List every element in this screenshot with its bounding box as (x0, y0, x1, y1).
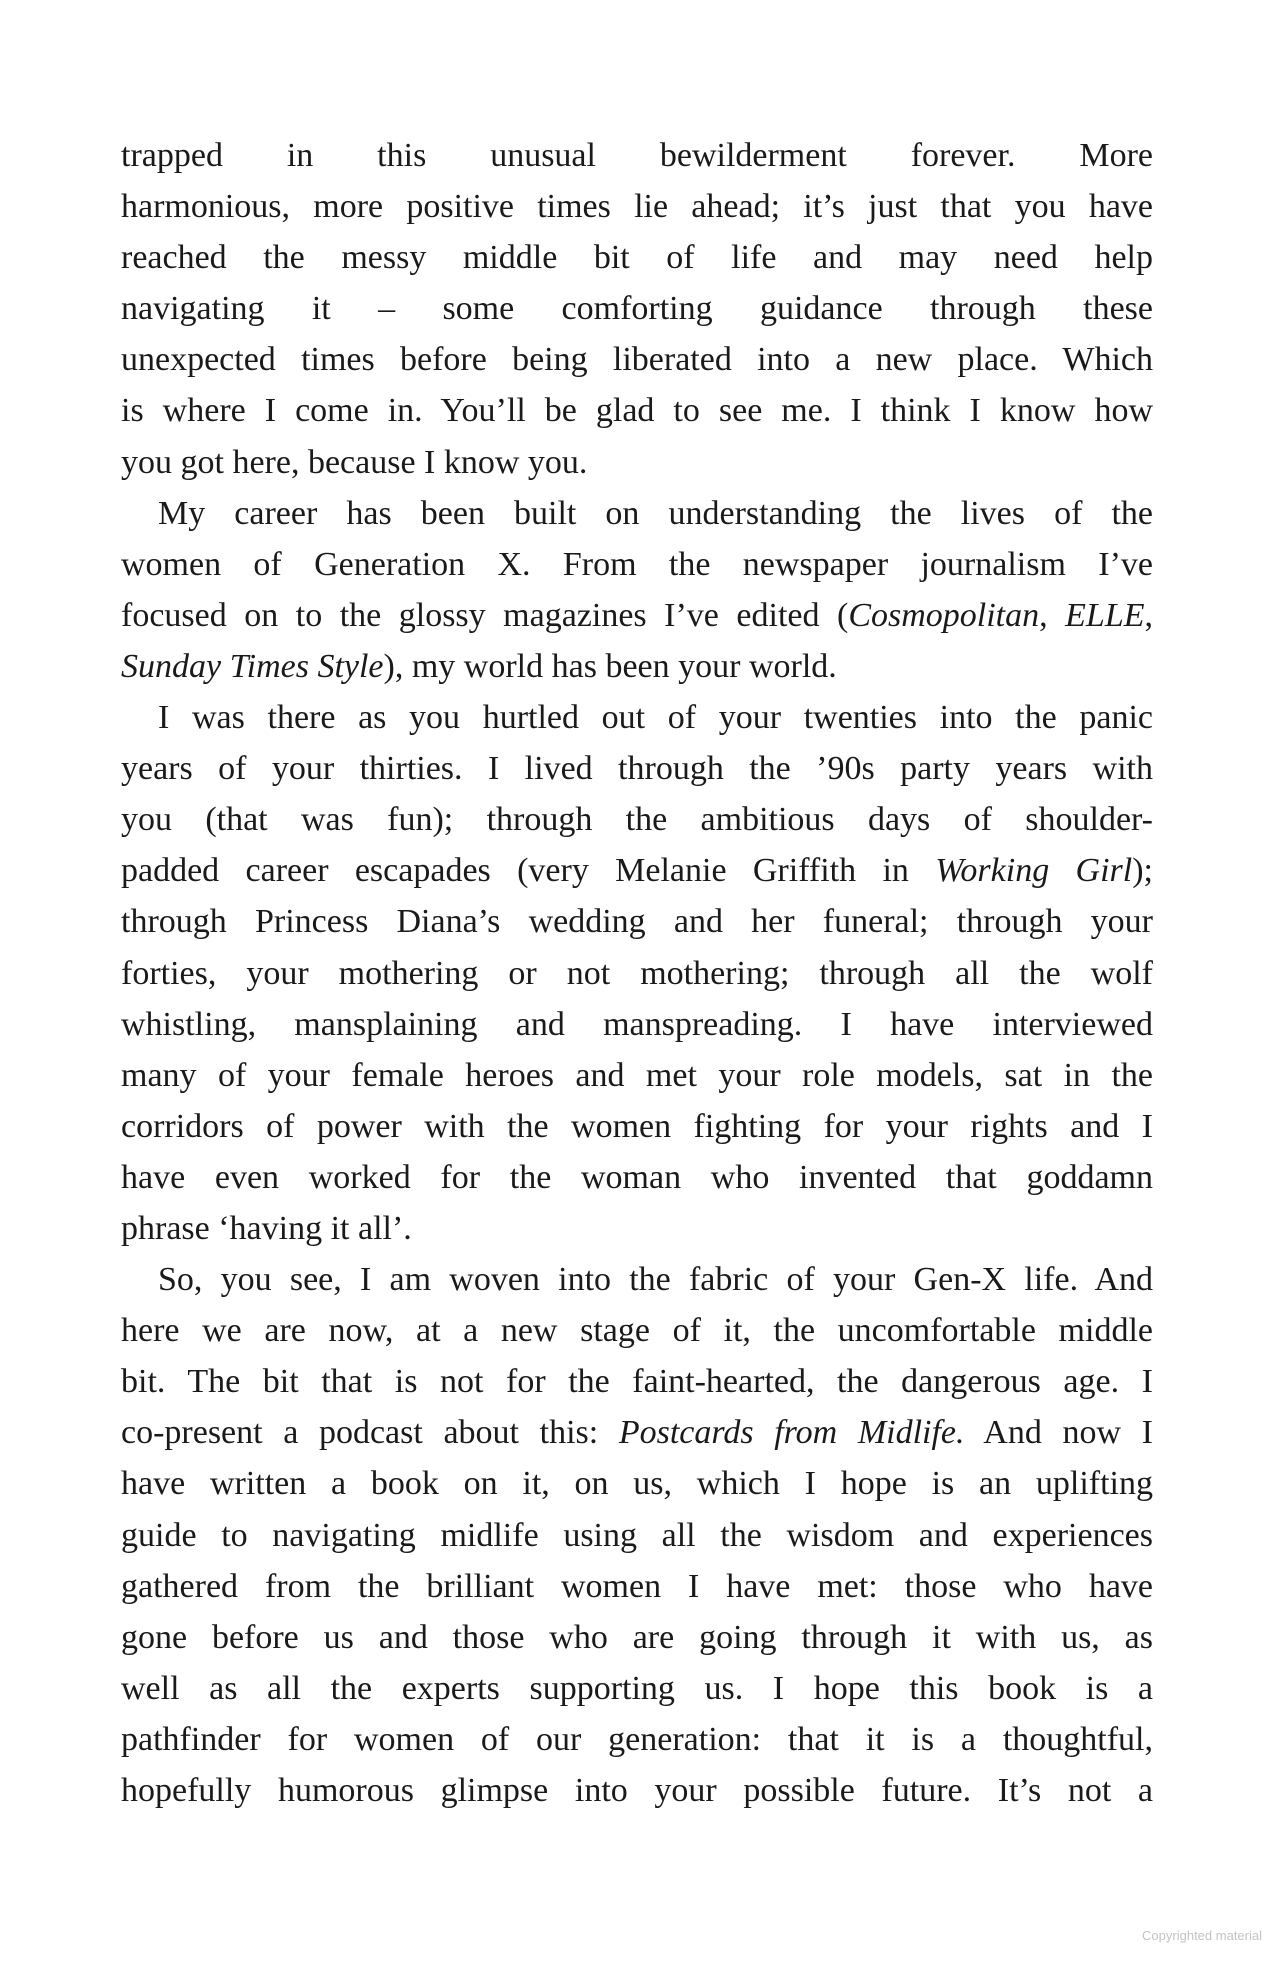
text-line (121, 1050, 1153, 1101)
text-segment: co-present a podcast about this: (121, 1414, 619, 1452)
text-segment: women of Generation X. From the newspaper journalism I’ve (121, 545, 1153, 583)
text-segment: many of your female heroes and met your role models, sat in the (121, 1056, 1153, 1094)
italic-title-text: Sunday Times Style (121, 647, 384, 685)
italic-title-text: Working Girl (935, 852, 1133, 890)
text-line (121, 794, 1153, 845)
text-line (121, 896, 1153, 947)
text-segment: years of your thirties. I lived through the ’90s party years with (121, 750, 1153, 788)
text-segment: reached the messy middle bit of life and may need help (121, 239, 1153, 277)
italic-title-text: ELLE (1065, 596, 1145, 634)
text-segment: navigating it – some comforting guidance through these (121, 290, 1153, 328)
text-segment: focused on to the glossy magazines I’ve edited ( (121, 596, 849, 634)
text-line (121, 385, 1153, 436)
text-segment: hopefully humorous glimpse into your possible future. It’s not a (121, 1772, 1153, 1809)
text-line (121, 1612, 1153, 1663)
text-segment: whistling, mansplaining and manspreading. I have interviewed (121, 1005, 1153, 1043)
italic-title-text: Cosmopolitan (848, 596, 1040, 634)
text-segment: here we are now, at a new stage of it, the uncomfortable middle (121, 1312, 1153, 1350)
text-line (121, 334, 1153, 385)
text-line (121, 1458, 1153, 1509)
text-line (121, 1561, 1153, 1612)
text-line (121, 283, 1153, 334)
text-segment: My career has been built on understanding the lives of the (158, 494, 1153, 532)
text-line (121, 488, 1153, 539)
text-line (121, 641, 1153, 692)
text-segment: So, you see, I am woven into the fabric of your Gen-X life. And (158, 1261, 1153, 1299)
text-line (121, 1510, 1153, 1561)
text-line (121, 437, 1153, 488)
text-segment: phrase ‘having it all’. (121, 1209, 412, 1247)
text-segment: is where I come in. You’ll be glad to see me. I think I know how (121, 392, 1153, 430)
text-line (121, 692, 1153, 743)
text-segment: you (that was fun); through the ambitious days of shoulder- (121, 801, 1153, 839)
text-segment: gathered from the brilliant women I have met: those who have (121, 1567, 1153, 1605)
text-segment: unexpected times before being liberated into a new place. Which (121, 341, 1153, 379)
text-segment: gone before us and those who are going through it with us, as (121, 1618, 1153, 1656)
text-segment: And now I (964, 1414, 1153, 1452)
text-line (121, 1765, 1153, 1816)
text-segment: trapped in this unusual bewilderment forever. More (121, 137, 1153, 174)
text-line (121, 1305, 1153, 1356)
text-segment: guide to navigating midlife using all the wisdom and experiences (121, 1516, 1153, 1554)
text-segment: forties, your mothering or not mothering; through all the wolf (121, 954, 1153, 992)
text-line (121, 948, 1153, 999)
text-line (121, 539, 1153, 590)
text-segment: well as all the experts supporting us. I hope this book is a (121, 1669, 1153, 1707)
text-segment: bit. The bit that is not for the faint-hearted, the dangerous age. I (121, 1363, 1153, 1401)
book-page-body (121, 130, 1153, 1816)
text-segment: corridors of power with the women fighting for your rights and I (121, 1107, 1153, 1145)
text-line (121, 743, 1153, 794)
text-segment: pathfinder for women of our generation: that it is a thoughtful, (121, 1720, 1153, 1758)
text-segment: , (1144, 596, 1153, 634)
text-line (121, 999, 1153, 1050)
text-segment: have even worked for the woman who invented that goddamn (121, 1158, 1153, 1196)
text-segment: ), my world has been your world. (383, 647, 837, 685)
text-line (121, 1254, 1153, 1305)
text-segment: you got here, because I know you. (121, 443, 588, 481)
text-line (121, 232, 1153, 283)
text-line (121, 1714, 1153, 1765)
text-line (121, 1152, 1153, 1203)
text-line (121, 1101, 1153, 1152)
italic-title-text: Postcards from Midlife. (618, 1414, 965, 1452)
text-segment: harmonious, more positive times lie ahead; it’s just that you have (121, 188, 1153, 226)
text-line (121, 1203, 1153, 1254)
text-line (121, 181, 1153, 232)
copyright-watermark: Copyrighted material (1142, 1928, 1262, 1943)
text-line (121, 1356, 1153, 1407)
text-line (121, 845, 1153, 896)
text-segment: have written a book on it, on us, which I hope is an uplifting (121, 1465, 1153, 1503)
text-segment: through Princess Diana’s wedding and her funeral; through your (121, 903, 1153, 941)
text-line (121, 1663, 1153, 1714)
text-line (121, 130, 1153, 181)
text-segment: ); (1132, 852, 1153, 890)
text-segment: , (1039, 596, 1066, 634)
text-line (121, 590, 1153, 641)
text-segment: I was there as you hurtled out of your twenties into the panic (158, 699, 1153, 737)
text-segment: padded career escapades (very Melanie Griffith in (121, 852, 936, 890)
text-line (121, 1407, 1153, 1458)
